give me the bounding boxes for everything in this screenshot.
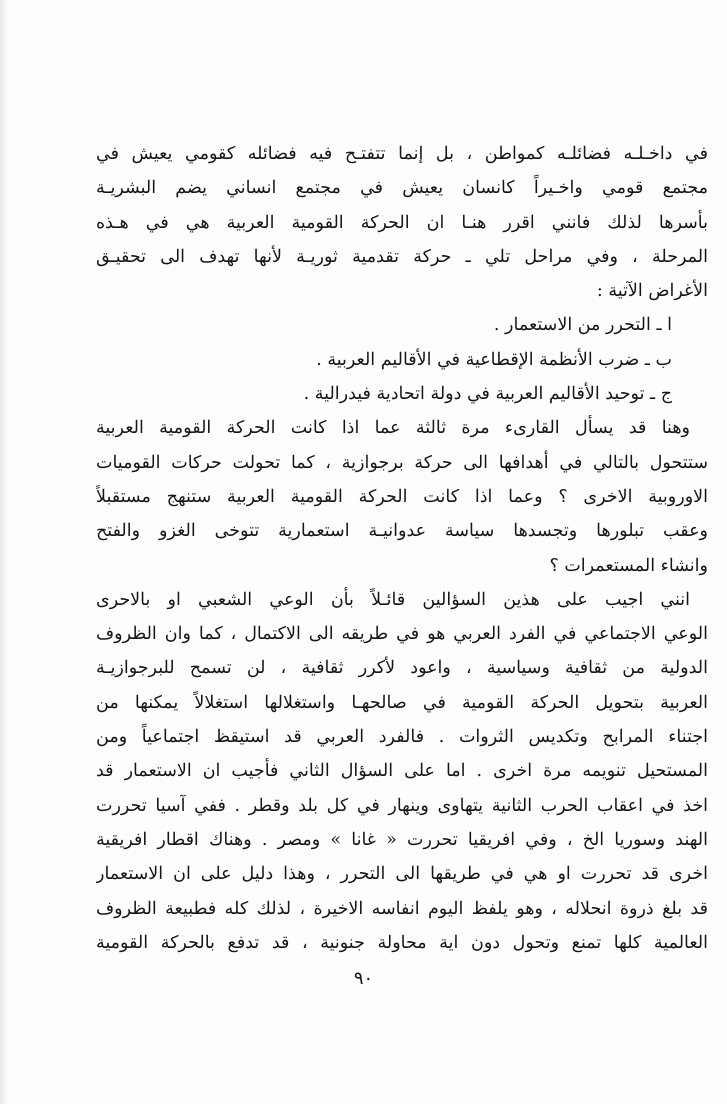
text-line: وعقب تبلورها وتجسدها سياسة عدوانيـة استعمارية تتوخى الغزو والفتح [96,521,708,542]
text-line: الدولية من ثقافية وسياسية ، واعود لأكرر ثقافية ، لن تسمح للبرجوازيـة [96,658,708,679]
text-line: وانشاء المستعمرات ؟ [549,555,708,576]
text-line: العالمية كلها تمنع وتحول دون اية محاولة جنونية ، قد تدفع بالحركة القومية [96,932,708,953]
page-body-text [96,137,708,960]
list-item: ب ـ ضرب الأنظمة الإقطاعية في الأقاليم العربية . [316,349,672,370]
text-line: اخرى قد تحررت او هي في طريقها الى التحرر ، وهذا دليل على ان الاستعمار [96,864,708,885]
text-line: الاوروبية الاخرى ؟ وعما اذا كانت الحركة القومية العربية ستنهج مستقبلاً [96,486,708,507]
text-line: العربية بتحويل الحركة القومية في صالحهـا واستغلالها استغلالاً يمكنها من [96,692,708,713]
text-line: مجتمع قومي واخـيراً كانسان يعيش في مجتمع انساني يضم البشريـة [96,178,708,199]
text-line: ستتحول بالتالي في أهدافها الى حركة برجوازية ، كما تحولت حركات القوميات [96,452,708,473]
text-line: انني اجيب على هذين السؤالين قائـلاً بأن الوعي الشعبي او بالاحرى [96,589,690,610]
text-line: الهند وسوريا الخ ، وفي افريقيا تحررت « غانا » ومصر . وهناك اقطار افريقية [96,829,708,850]
text-line: في داخـلـه فضائلـه كمواطن ، بل إنما تتفتـح فيه فضائله كقومي يعيش في [96,144,708,164]
text-line: اخذ في اعقاب الحرب الثانية يتهاوى وينهار في كل بلد وقطر . ففي آسيا تحررت [96,795,708,816]
page-gutter-shadow [0,0,8,1104]
text-line: الأغراض الآتية : [596,281,708,302]
list-item: ا ـ التحرر من الاستعمار . [493,315,672,336]
text-line: قد بلغ ذروة انحلاله ، وهو يلفظ اليوم انفاسه الاخيرة ، لذلك كله فطبيعة الظروف [96,898,708,919]
text-line: وهنا قد يسأل القارىء مرة ثالثة عما اذا كانت الحركة القومية العربية [96,418,690,439]
list-item: ج ـ توحيد الأقاليم العربية في دولة اتحادية فيدرالية . [303,384,672,405]
text-line: المرحلة ، وفي مراحل تلي ـ حركة تقدمية ثوريـة لأنها تهدف الى تحقيـق [96,246,708,267]
text-line: اجتناء المرابح وتكديس الثروات . فالفرد العربي قد استيقظ اجتماعياً ومن [96,727,708,748]
text-line: المستحيل تنويمه مرة اخرى . اما على السؤال الثاني فأجيب ان الاستعمار قد [96,761,708,782]
page-number: ٩٠ [353,968,374,989]
text-line: الوعي الاجتماعي في الفرد العربي هو في طريقه الى الاكتمال ، كما وان الظروف [96,624,708,645]
text-line: بأسرها لذلك فانني اقرر هنـا ان الحركة القومية العربية هي في هـذه [96,212,708,233]
